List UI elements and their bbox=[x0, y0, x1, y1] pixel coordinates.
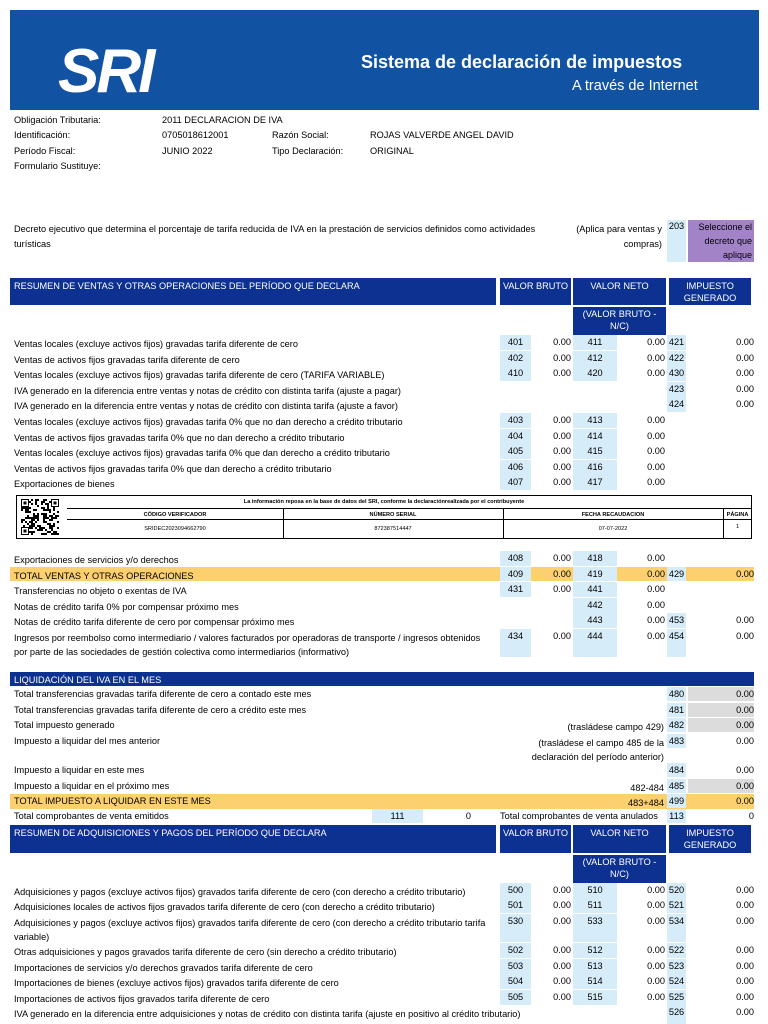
field-code: 453 bbox=[667, 613, 686, 628]
banner-title: Sistema de declaración de impuestos bbox=[361, 52, 683, 72]
field-code: 403 bbox=[500, 413, 531, 428]
row-label: Ventas de activos fijos gravadas tarifa 0% que no dan derecho a crédito tributario bbox=[14, 433, 345, 443]
row-label: IVA generado en la diferencia entre ventas y notas de crédito con distinta tarifa (ajuste a favor) bbox=[14, 401, 398, 411]
field-value[interactable]: 0.00 bbox=[553, 631, 571, 641]
row-label: Adquisiciones y pagos (excluye activos fijos) gravados tarifa diferente de cero (con derecho a crédito tributario) bbox=[14, 887, 466, 897]
field-value[interactable]: 0.00 bbox=[736, 705, 754, 715]
section-header-title: LIQUIDACIÓN DEL IVA EN EL MES bbox=[14, 675, 162, 685]
field-value[interactable]: 0.00 bbox=[553, 368, 571, 378]
row-label: TOTAL VENTAS Y OTRAS OPERACIONES bbox=[14, 571, 194, 581]
field-code: 419 bbox=[573, 567, 617, 581]
field-value[interactable]: 0.00 bbox=[736, 976, 754, 986]
identificacion-label: Identificación: bbox=[14, 130, 71, 140]
row-label: Impuesto a liquidar en este mes bbox=[14, 765, 145, 775]
field-value[interactable]: 0.00 bbox=[736, 1007, 754, 1017]
field-code: 515 bbox=[573, 990, 617, 1005]
field-value[interactable]: 0.00 bbox=[736, 916, 754, 926]
field-value[interactable]: 0.00 bbox=[736, 399, 754, 409]
tipo-label: Tipo Declaración: bbox=[272, 146, 344, 156]
footer-fecha-label: FECHA RECAUDACION bbox=[581, 512, 645, 518]
footer-fecha-value: 07-07-2022 bbox=[598, 526, 628, 532]
field-code: 405 bbox=[500, 444, 531, 459]
obligacion-value: 2011 DECLARACION DE IVA bbox=[162, 115, 283, 125]
field-value[interactable]: 0.00 bbox=[736, 736, 754, 746]
field-value[interactable]: 0.00 bbox=[736, 900, 754, 910]
field-value[interactable]: 0.00 bbox=[553, 916, 571, 926]
row-note: (trasládese campo 429) bbox=[567, 722, 664, 732]
field-value[interactable]: 0.00 bbox=[553, 885, 571, 895]
decreto-code: 203 bbox=[667, 220, 686, 262]
field-value[interactable]: 0.00 bbox=[553, 976, 571, 986]
field-value[interactable]: 0.00 bbox=[553, 900, 571, 910]
field-code: 411 bbox=[573, 335, 617, 350]
field-value[interactable]: 0.00 bbox=[553, 992, 571, 1002]
field-code: 423 bbox=[667, 382, 686, 397]
footer-codigo-label: CÓDIGO VERIFICADOR bbox=[143, 512, 207, 518]
header-banner bbox=[10, 10, 759, 110]
periodo-value: JUNIO 2022 bbox=[162, 146, 213, 156]
col-header-impuesto-label: IMPUESTO GENERADO bbox=[683, 281, 737, 303]
field-value[interactable]: 0.00 bbox=[647, 415, 665, 425]
field-code: 431 bbox=[500, 582, 531, 597]
field-value[interactable]: 0.00 bbox=[647, 615, 665, 625]
field-code: 404 bbox=[500, 429, 531, 444]
col-header-neto-label: VALOR NETO bbox=[590, 828, 649, 838]
banner-subtitle: A través de Internet bbox=[572, 78, 698, 94]
field-code: 512 bbox=[573, 943, 617, 958]
field-value[interactable]: 0.00 bbox=[647, 631, 665, 641]
field-value[interactable]: 0.00 bbox=[647, 992, 665, 1002]
col-header-impuesto-label: IMPUESTO GENERADO bbox=[683, 828, 737, 850]
field-code: 410 bbox=[500, 366, 531, 381]
col-header-neto-label: VALOR NETO bbox=[590, 281, 649, 291]
row-label: Impuesto a liquidar del mes anterior bbox=[14, 736, 161, 746]
footer-codigo-value: SRIDEC2023094662790 bbox=[144, 526, 206, 532]
field-value[interactable]: 0.00 bbox=[736, 720, 754, 730]
field-code: 501 bbox=[500, 898, 531, 913]
row-label: Ventas locales (excluye activos fijos) gravadas tarifa 0% que no dan derecho a crédito tributario bbox=[14, 417, 403, 427]
anulados-value[interactable]: 0 bbox=[748, 811, 754, 821]
field-code: 513 bbox=[573, 959, 617, 974]
row-label: Importaciones de bienes (excluye activos fijos) gravados tarifa diferente de cero bbox=[14, 978, 339, 988]
field-value[interactable]: 0.00 bbox=[647, 477, 665, 487]
col-subheader-neto-label: (VALOR BRUTO - N/C) bbox=[582, 309, 657, 331]
row-label: Ventas locales (excluye activos fijos) gravadas tarifa 0% que dan derecho a crédito tributario bbox=[14, 448, 390, 458]
field-value[interactable]: 0.00 bbox=[647, 431, 665, 441]
field-value[interactable]: 0.00 bbox=[647, 462, 665, 472]
identificacion-value: 0705018612001 bbox=[162, 130, 229, 140]
field-code: 533 bbox=[573, 914, 617, 942]
field-value[interactable]: 0.00 bbox=[647, 553, 665, 563]
field-code: 443 bbox=[573, 613, 617, 628]
field-code: 484 bbox=[668, 765, 685, 775]
field-value[interactable]: 0.00 bbox=[736, 353, 754, 363]
field-code: 510 bbox=[573, 883, 617, 898]
field-value[interactable]: 0.00 bbox=[553, 431, 571, 441]
col-header-bruto-label: VALOR BRUTO bbox=[502, 828, 568, 838]
field-value[interactable]: 0.00 bbox=[553, 569, 571, 579]
field-code: 525 bbox=[667, 990, 686, 1005]
sri-logo bbox=[58, 36, 168, 106]
field-value[interactable]: 0.00 bbox=[736, 615, 754, 625]
field-code: 406 bbox=[500, 460, 531, 475]
field-value[interactable]: 0.00 bbox=[647, 600, 665, 610]
row-label: Transferencias no objeto o exentas de IVA bbox=[14, 586, 187, 596]
field-code: 502 bbox=[500, 943, 531, 958]
field-value[interactable]: 0.00 bbox=[736, 631, 754, 641]
obligacion-label: Obligación Tributaria: bbox=[14, 115, 101, 125]
field-value[interactable]: 0.00 bbox=[647, 916, 665, 926]
row-label: Ventas de activos fijos gravadas tarifa diferente de cero bbox=[14, 355, 240, 365]
field-code: 407 bbox=[500, 475, 531, 490]
field-code: 500 bbox=[500, 883, 531, 898]
field-code: 520 bbox=[667, 883, 686, 898]
row-label: Total transferencias gravadas tarifa diferente de cero a contado este mes bbox=[14, 689, 312, 699]
field-code: 408 bbox=[500, 551, 531, 566]
field-code: 412 bbox=[573, 351, 617, 366]
footer-pagina-label: PÁGINA bbox=[726, 512, 749, 518]
field-code: 503 bbox=[500, 959, 531, 974]
field-value[interactable]: 0.00 bbox=[647, 900, 665, 910]
decreto-select[interactable] bbox=[688, 220, 754, 262]
periodo-label: Período Fiscal: bbox=[14, 146, 76, 156]
col-header-bruto-label: VALOR BRUTO bbox=[502, 281, 568, 291]
field-code: 417 bbox=[573, 475, 617, 490]
field-value[interactable]: 0.00 bbox=[647, 337, 665, 347]
field-code: 526 bbox=[667, 1005, 686, 1024]
decreto-select-text: Seleccione el decreto que aplique bbox=[698, 222, 752, 260]
row-note: (trasládese el campo 485 de la declaración del período anterior) bbox=[531, 738, 664, 762]
field-value[interactable]: 0.00 bbox=[736, 689, 754, 699]
col-subheader-neto-label: (VALOR BRUTO - N/C) bbox=[582, 857, 657, 879]
field-value[interactable]: 0.00 bbox=[647, 446, 665, 456]
row-label: Ventas de activos fijos gravadas tarifa 0% que dan derecho a crédito tributario bbox=[14, 464, 332, 474]
emitidos-value[interactable]: 0 bbox=[465, 811, 471, 821]
field-value[interactable]: 0.00 bbox=[553, 584, 571, 594]
field-code: 430 bbox=[667, 366, 686, 381]
tipo-value: ORIGINAL bbox=[370, 146, 414, 156]
field-value[interactable]: 0.00 bbox=[553, 353, 571, 363]
row-label: TOTAL IMPUESTO A LIQUIDAR EN ESTE MES bbox=[14, 796, 211, 806]
field-value[interactable]: 0.00 bbox=[736, 765, 754, 775]
field-value[interactable]: 0.00 bbox=[553, 961, 571, 971]
field-value[interactable]: 0.00 bbox=[736, 992, 754, 1002]
field-code: 530 bbox=[500, 914, 531, 942]
anulados-label: Total comprobantes de venta anulados bbox=[500, 811, 658, 821]
field-code: 416 bbox=[573, 460, 617, 475]
razon-value: ROJAS VALVERDE ANGEL DAVID bbox=[370, 130, 514, 140]
emitidos-code: 111 bbox=[372, 809, 423, 823]
row-label: Importaciones de activos fijos gravados tarifa diferente de cero bbox=[14, 994, 270, 1004]
field-code: 523 bbox=[667, 959, 686, 974]
razon-label: Razón Social: bbox=[272, 130, 329, 140]
field-value[interactable]: 0.00 bbox=[553, 462, 571, 472]
row-note: 482-484 bbox=[630, 783, 664, 793]
row-label: Ingresos por reembolso como intermediario / valores facturados por operadoras de transporte / ingresos obtenidos por parte de las sociedades de gestión colectiva como intermediarios (informativo) bbox=[14, 633, 481, 657]
field-value[interactable]: 0.00 bbox=[647, 961, 665, 971]
footer-serial-value: 872387514447 bbox=[374, 526, 412, 532]
field-value[interactable]: 0.00 bbox=[736, 569, 754, 579]
field-code: 413 bbox=[573, 413, 617, 428]
row-label: Notas de crédito tarifa diferente de cero por compensar próximo mes bbox=[14, 617, 295, 627]
field-value[interactable]: 0.00 bbox=[736, 885, 754, 895]
row-label: Ventas locales (excluye activos fijos) gravadas tarifa diferente de cero bbox=[14, 339, 298, 349]
field-value[interactable]: 0.00 bbox=[736, 945, 754, 955]
field-code: 429 bbox=[668, 569, 685, 579]
field-code: 442 bbox=[573, 598, 617, 613]
row-label: Notas de crédito tarifa 0% por compensar próximo mes bbox=[14, 602, 239, 612]
row-label: Importaciones de servicios y/o derechos gravados tarifa diferente de cero bbox=[14, 963, 313, 973]
row-label: Total impuesto generado bbox=[14, 720, 115, 730]
field-code: 424 bbox=[667, 397, 686, 412]
field-value[interactable]: 0.00 bbox=[736, 781, 754, 791]
field-value[interactable]: 0.00 bbox=[647, 945, 665, 955]
field-code: 422 bbox=[667, 351, 686, 366]
field-code: 524 bbox=[667, 974, 686, 989]
field-value[interactable]: 0.00 bbox=[553, 415, 571, 425]
field-value[interactable]: 0.00 bbox=[553, 553, 571, 563]
field-code: 420 bbox=[573, 366, 617, 381]
field-value[interactable]: 0.00 bbox=[647, 885, 665, 895]
field-code: 444 bbox=[573, 629, 617, 657]
section-header-title: RESUMEN DE ADQUISICIONES Y PAGOS DEL PERÍODO QUE DECLARA bbox=[14, 828, 327, 838]
decreto-text: Decreto ejecutivo que determina el porcentaje de tarifa reducida de IVA en la prestación de servicios definidos como actividades turísticas bbox=[14, 224, 536, 249]
field-value[interactable]: 0.00 bbox=[736, 337, 754, 347]
field-value[interactable]: 0.00 bbox=[736, 796, 754, 806]
field-code: 482 bbox=[668, 720, 685, 730]
field-value[interactable]: 0.00 bbox=[647, 976, 665, 986]
field-code: 415 bbox=[573, 444, 617, 459]
anulados-code: 113 bbox=[667, 809, 686, 823]
field-code: 409 bbox=[500, 567, 531, 581]
field-code: 534 bbox=[667, 914, 686, 942]
field-code: 505 bbox=[500, 990, 531, 1005]
emitidos-label: Total comprobantes de venta emitidos bbox=[14, 811, 169, 821]
field-value[interactable]: 0.00 bbox=[736, 384, 754, 394]
field-code: 499 bbox=[668, 796, 685, 806]
field-value[interactable]: 0.00 bbox=[553, 477, 571, 487]
row-label: Ventas locales (excluye activos fijos) gravadas tarifa diferente de cero (TARIFA VARIABLE) bbox=[14, 370, 385, 380]
field-code: 421 bbox=[667, 335, 686, 350]
row-label: Impuesto a liquidar en el próximo mes bbox=[14, 781, 170, 791]
field-code: 483 bbox=[668, 736, 685, 746]
row-label: Adquisiciones locales de activos fijos gravados tarifa diferente de cero (con derecho a crédito tributario) bbox=[14, 902, 435, 912]
field-code: 402 bbox=[500, 351, 531, 366]
field-value[interactable]: 0.00 bbox=[647, 569, 665, 579]
row-label: IVA generado en la diferencia entre ventas y notas de crédito con distinta tarifa (ajuste a pagar) bbox=[14, 386, 401, 396]
field-code: 481 bbox=[668, 705, 685, 715]
footer-serial-label: NÚMERO SERIAL bbox=[369, 512, 417, 518]
field-value[interactable]: 0.00 bbox=[553, 337, 571, 347]
decreto-aplica: (Aplica para ventas y compras) bbox=[576, 224, 662, 249]
footer-notice: La información reposa en la base de datos del SRI, conforme la declaraciónrealizada por el contribuyente bbox=[243, 499, 525, 505]
section-header-title: RESUMEN DE VENTAS Y OTRAS OPERACIONES DEL PERÍODO QUE DECLARA bbox=[14, 281, 360, 291]
section-header-extension bbox=[496, 672, 754, 686]
sustituye-label: Formulario Sustituye: bbox=[14, 161, 101, 171]
field-value[interactable]: 0.00 bbox=[736, 961, 754, 971]
field-code: 504 bbox=[500, 974, 531, 989]
row-label: Exportaciones de bienes bbox=[14, 479, 115, 489]
field-code: 454 bbox=[667, 629, 686, 657]
field-code: 514 bbox=[573, 974, 617, 989]
field-code: 434 bbox=[500, 629, 531, 657]
field-code: 480 bbox=[668, 689, 685, 699]
row-label: IVA generado en la diferencia entre adquisiciones y notas de crédito con distinta tarifa (ajuste en positivo al crédito tributario) bbox=[14, 1009, 521, 1019]
field-code: 521 bbox=[667, 898, 686, 913]
footer-pagina-value: 1 bbox=[735, 524, 740, 530]
field-value[interactable]: 0.00 bbox=[553, 945, 571, 955]
row-label: Total transferencias gravadas tarifa diferente de cero a crédito este mes bbox=[14, 705, 307, 715]
logo-text: SRI bbox=[58, 37, 153, 106]
field-code: 485 bbox=[668, 781, 685, 791]
field-value[interactable]: 0.00 bbox=[736, 368, 754, 378]
row-label: Adquisiciones y pagos (excluye activos fijos) gravados tarifa diferente de cero (con derecho a crédito tributario tarifa variable) bbox=[14, 918, 486, 942]
field-value[interactable]: 0.00 bbox=[647, 368, 665, 378]
field-code: 401 bbox=[500, 335, 531, 350]
field-code: 441 bbox=[573, 582, 617, 597]
field-value[interactable]: 0.00 bbox=[647, 584, 665, 594]
field-code: 522 bbox=[667, 943, 686, 958]
field-code: 414 bbox=[573, 429, 617, 444]
row-note: 483+484 bbox=[627, 798, 664, 808]
field-value[interactable]: 0.00 bbox=[553, 446, 571, 456]
verification-footer bbox=[16, 495, 752, 539]
field-code: 511 bbox=[573, 898, 617, 913]
field-code: 418 bbox=[573, 551, 617, 566]
field-value[interactable]: 0.00 bbox=[647, 353, 665, 363]
row-label: Otras adquisiciones y pagos gravados tarifa diferente de cero (sin derecho a crédito tributario) bbox=[14, 947, 397, 957]
row-label: Exportaciones de servicios y/o derechos bbox=[14, 555, 179, 565]
